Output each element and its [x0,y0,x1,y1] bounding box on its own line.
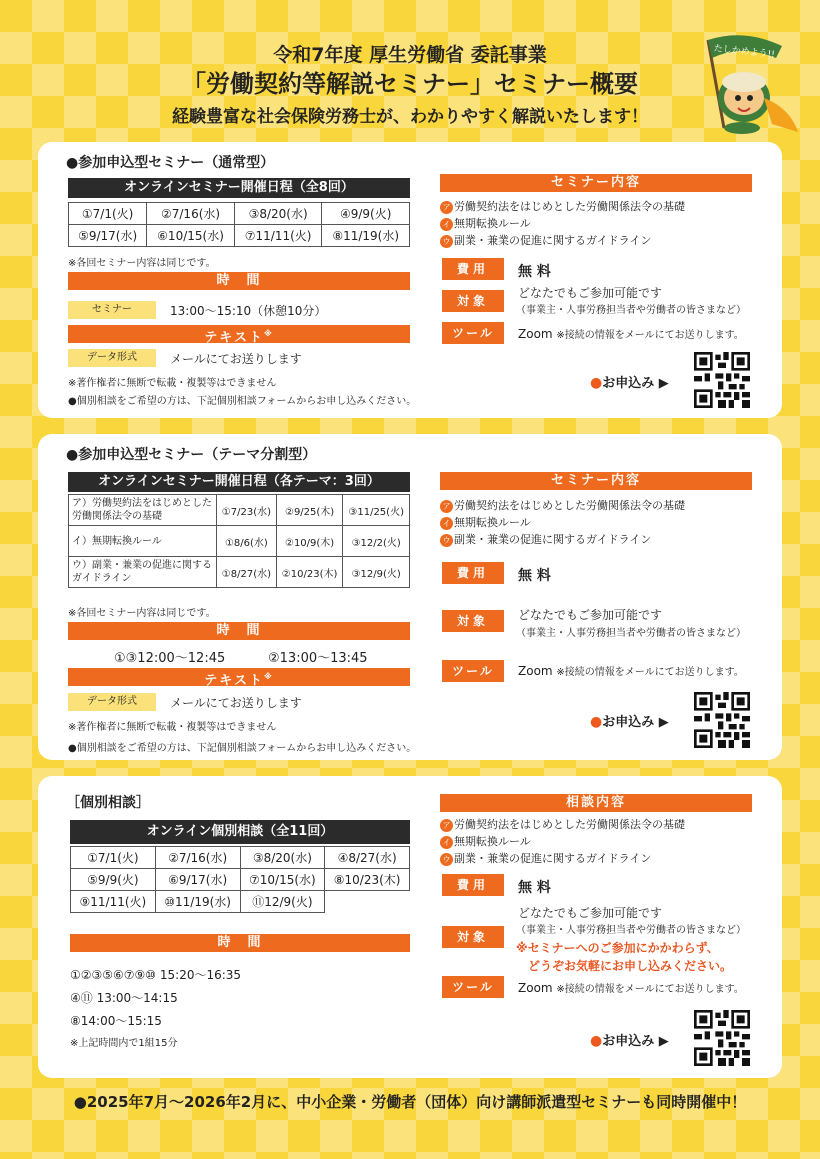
regular-time-label: セミナー [68,301,156,319]
regular-tool: Zoom ※接続の情報をメールにてお送りします。 [518,327,744,341]
regular-schedule-table [68,202,410,247]
consult-tool: Zoom ※接続の情報をメールにてお送りします。 [518,981,744,995]
date-cell: ⑦10/15(水) [240,869,325,891]
consult-target-note-2: どうぞお気軽にお申し込みください。 [528,959,733,973]
consult-schedule-table [70,846,410,913]
date-cell: ⑩11/19(水) [155,891,240,913]
qr-code-icon[interactable] [694,352,750,408]
qr-code-icon[interactable] [694,692,750,748]
date-cell: ③11/25(火) [343,495,410,526]
date-cell: ①8/6(水) [217,526,277,557]
consult-apply-link[interactable]: ●お申込み ▶ [590,1033,669,1049]
theme-time-header: 時 間 [68,622,410,640]
topic-cell: イ）無期転換ルール [69,526,217,557]
date-cell: ⑨11/11(火) [71,891,156,913]
date-cell: ①8/27(水) [217,557,277,588]
list-item: ウ 副業・兼業の促進に関するガイドライン [440,531,685,548]
table-row [69,495,410,526]
regular-content-header: セミナー内容 [440,174,752,192]
theme-target-sub: （事業主・人事労務担当者や労働者の皆さまなど） [516,628,746,639]
consult-content-list [440,816,685,867]
regular-text-label: データ形式 [68,349,156,367]
consult-target-value: どなたでもご参加可能です [518,906,663,920]
consult-time-note: ※上記時間内で1組15分 [70,1038,178,1049]
theme-tool: Zoom ※接続の情報をメールにてお送りします。 [518,664,744,678]
list-item: ア 労働契約法をはじめとした労働関係法令の基礎 [440,497,685,514]
consult-fee-label: 費用 [442,874,504,896]
regular-fee-value: 無 料 [518,264,551,280]
list-item: ウ 副業・兼業の促進に関するガイドライン [440,850,685,867]
theme-target-label: 対象 [442,610,504,632]
theme-fee-value: 無 料 [518,568,551,584]
regular-target-value: どなたでもご参加可能です [518,286,663,300]
regular-time-header: 時 間 [68,272,410,290]
date-cell: ②10/9(木) [276,526,343,557]
theme-target-value: どなたでもご参加可能です [518,608,663,622]
consult-card [38,776,782,1078]
regular-text-value: メールにてお送りします [170,352,302,366]
date-cell: ⑥9/17(水) [155,869,240,891]
regular-seminar-card [38,142,782,418]
header-line1: 令和7年度 厚生労働省 委託事業 [273,44,547,66]
regular-title: ●参加申込型セミナー（通常型） [66,155,275,171]
date-cell: ④9/9(火) [322,203,410,225]
list-item: ウ 副業・兼業の促進に関するガイドライン [440,232,685,249]
consult-target-label: 対象 [442,926,504,948]
topic-cell: ア）労働契約法をはじめとした労働関係法令の基礎 [69,495,217,526]
date-cell: ②7/16(水) [147,203,235,225]
date-cell: ①7/1(火) [69,203,147,225]
table-row [69,557,410,588]
consult-time-3: ⑧14:00～15:15 [70,1014,162,1028]
regular-tool-label: ツール [442,322,504,344]
consult-fee-value: 無 料 [518,880,551,896]
mascot-illustration [694,28,814,138]
regular-schedule-header: オンラインセミナー開催日程（全8回） [68,178,410,198]
theme-content-header: セミナー内容 [440,472,752,490]
page-title: 「労働契約等解説セミナー」セミナー概要 [182,70,638,98]
consult-title: ［個別相談］ [66,795,150,811]
list-item: イ 無期転換ルール [440,833,685,850]
regular-note-same: ※各回セミナー内容は同じです。 [68,258,216,269]
date-cell: ③12/9(火) [343,557,410,588]
date-cell: ⑤9/17(水) [69,225,147,247]
table-row [69,526,410,557]
regular-target-sub: （事業主・人事労務担当者や労働者の皆さまなど） [516,305,746,316]
theme-text-label: データ形式 [68,693,156,711]
regular-fee-label: 費用 [442,258,504,280]
date-cell: ①7/23(水) [217,495,277,526]
theme-text-value: メールにてお送りします [170,696,302,710]
page-subtitle: 経験豊富な社会保険労務士が、わかりやすく解説いたします！ [172,107,648,127]
date-cell [325,891,410,913]
regular-time-value: 13:00～15:10（休憩10分） [170,304,327,318]
qr-code-icon[interactable] [694,1010,750,1066]
consult-time-2: ④⑪ 13:00～14:15 [70,991,178,1005]
regular-apply-link[interactable]: ●お申込み ▶ [590,375,669,391]
list-item: イ 無期転換ルール [440,514,685,531]
theme-note-same: ※各回セミナー内容は同じです。 [68,608,216,619]
theme-seminar-card [38,434,782,760]
theme-tool-label: ツール [442,660,504,682]
theme-note-consult: ●個別相談をご希望の方は、下記個別相談フォームからお申し込みください。 [68,743,417,754]
theme-fee-label: 費用 [442,562,504,584]
date-cell: ⑦11/11(火) [234,225,322,247]
consult-content-header: 相談内容 [440,794,752,812]
theme-title: ●参加申込型セミナー（テーマ分割型） [66,447,317,463]
topic-cell: ウ）副業・兼業の促進に関するガイドライン [69,557,217,588]
regular-note-consult: ●個別相談をご希望の方は、下記個別相談フォームからお申し込みください。 [68,396,417,407]
list-item: イ 無期転換ルール [440,215,685,232]
theme-time-a: ①③12:00～12:45 [114,651,226,666]
mascot-flag-text: たしかめよう!! [713,43,776,61]
date-cell: ①7/1(火) [71,847,156,869]
regular-content-list [440,198,685,249]
date-cell: ③8/20(水) [240,847,325,869]
theme-time-b: ②13:00～13:45 [268,651,368,666]
theme-note-copyright: ※著作権者に無断で転載・複製等はできません [68,722,277,733]
date-cell: ②7/16(水) [155,847,240,869]
date-cell: ③12/2(火) [343,526,410,557]
theme-schedule-header: オンラインセミナー開催日程（各テーマ：3回） [68,472,410,492]
consult-target-note-1: ※セミナーへのご参加にかかわらず、 [516,941,719,955]
theme-content-list [440,497,685,548]
date-cell: ⑪12/9(火) [240,891,325,913]
date-cell: ⑧10/23(木) [325,869,410,891]
date-cell: ④8/27(水) [325,847,410,869]
consult-schedule-header: オンライン個別相談（全11回） [70,820,410,844]
date-cell: ⑧11/19(水) [322,225,410,247]
footer-notice: ●2025年7月～2026年2月に、中小企業・労働者（団体）向け講師派遣型セミナーも同時開催中！ [73,1093,747,1111]
theme-apply-link[interactable]: ●お申込み ▶ [590,714,669,730]
list-item: ア 労働契約法をはじめとした労働関係法令の基礎 [440,816,685,833]
date-cell: ②9/25(木) [276,495,343,526]
consult-time-header: 時 間 [70,934,410,952]
list-item: ア 労働契約法をはじめとした労働関係法令の基礎 [440,198,685,215]
consult-time-1: ①②③⑤⑥⑦⑨⑩ 15:20～16:35 [70,968,242,982]
theme-schedule-table [68,494,410,588]
date-cell: ⑤9/9(火) [71,869,156,891]
regular-text-header: テキスト※ [68,325,410,343]
consult-tool-label: ツール [442,976,504,998]
theme-text-header: テキスト※ [68,668,410,686]
consult-target-sub: （事業主・人事労務担当者や労働者の皆さまなど） [516,925,746,936]
date-cell: ③8/20(水) [234,203,322,225]
regular-note-copyright: ※著作権者に無断で転載・複製等はできません [68,378,277,389]
date-cell: ②10/23(木) [276,557,343,588]
date-cell: ⑥10/15(水) [147,225,235,247]
regular-target-label: 対象 [442,290,504,312]
